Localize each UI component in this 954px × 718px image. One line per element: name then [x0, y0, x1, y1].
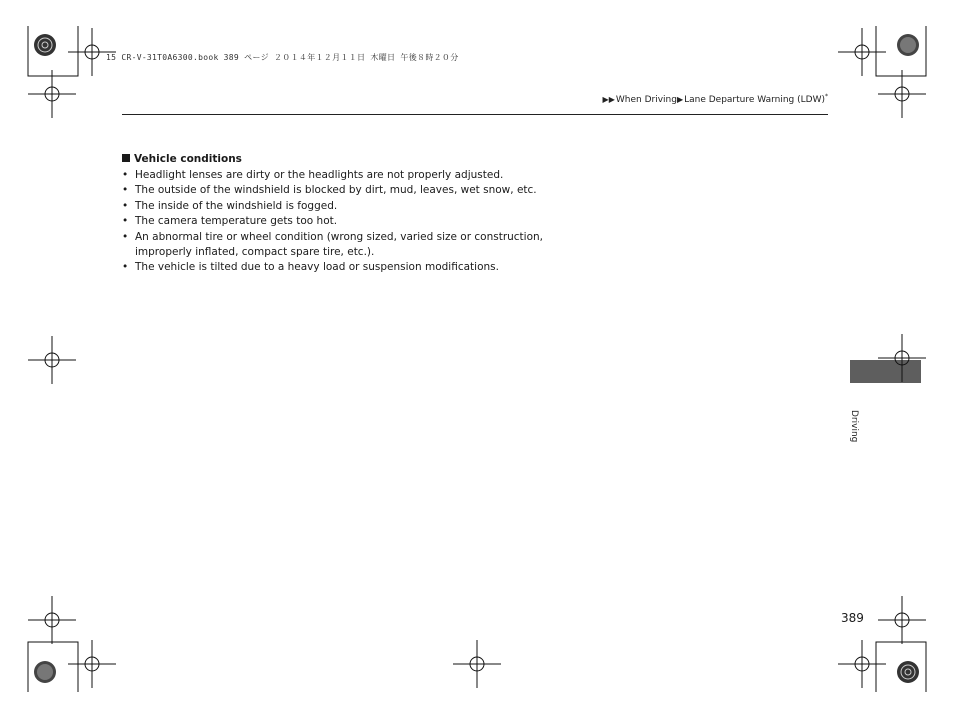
rosette-mark-top-left: [34, 34, 56, 56]
list-item: • The outside of the windshield is blocked by dirt, mud, leaves, wet snow, etc.: [122, 183, 562, 198]
registration-target: [68, 28, 116, 76]
list-item: • An abnormal tire or wheel condition (wrong sized, varied size or construction, improperly inflated, compact spare tire, etc.).: [122, 230, 562, 261]
registration-target: [68, 640, 116, 688]
breadcrumb-arrows: ▶▶: [602, 95, 615, 104]
registration-target: [838, 28, 886, 76]
list-item: • Headlight lenses are dirty or the headlights are not properly adjusted.: [122, 168, 562, 183]
registration-target: [878, 334, 926, 382]
registration-target: [878, 596, 926, 644]
registration-target: [453, 640, 501, 688]
section-title-text: Vehicle conditions: [134, 153, 242, 165]
rosette-mark-bottom-left: [34, 661, 56, 683]
registration-target: [878, 70, 926, 118]
registration-target: [28, 70, 76, 118]
page-number: 389: [841, 611, 864, 625]
list-item: • The camera temperature gets too hot.: [122, 214, 562, 229]
registration-target: [28, 596, 76, 644]
list-item: • The inside of the windshield is fogged.: [122, 199, 562, 214]
footnote-mark: *: [825, 93, 828, 100]
rosette-mark-top-right: [897, 34, 919, 56]
rosette-mark-bottom-right: [897, 661, 919, 683]
breadcrumb-current: Lane Departure Warning (LDW): [684, 95, 825, 105]
registration-target: [838, 640, 886, 688]
breadcrumb-parent: When Driving: [615, 95, 677, 105]
side-tab-label: Driving: [849, 410, 859, 443]
list-item: • The vehicle is tilted due to a heavy load or suspension modifications.: [122, 260, 562, 275]
print-header: 15 CR-V-31T0A6300.book 389 ページ ２０１４年１２月１１日 木曜日 午後８時２０分: [106, 53, 459, 62]
breadcrumb-separator: ▶: [676, 95, 684, 104]
registration-target: [28, 336, 76, 384]
